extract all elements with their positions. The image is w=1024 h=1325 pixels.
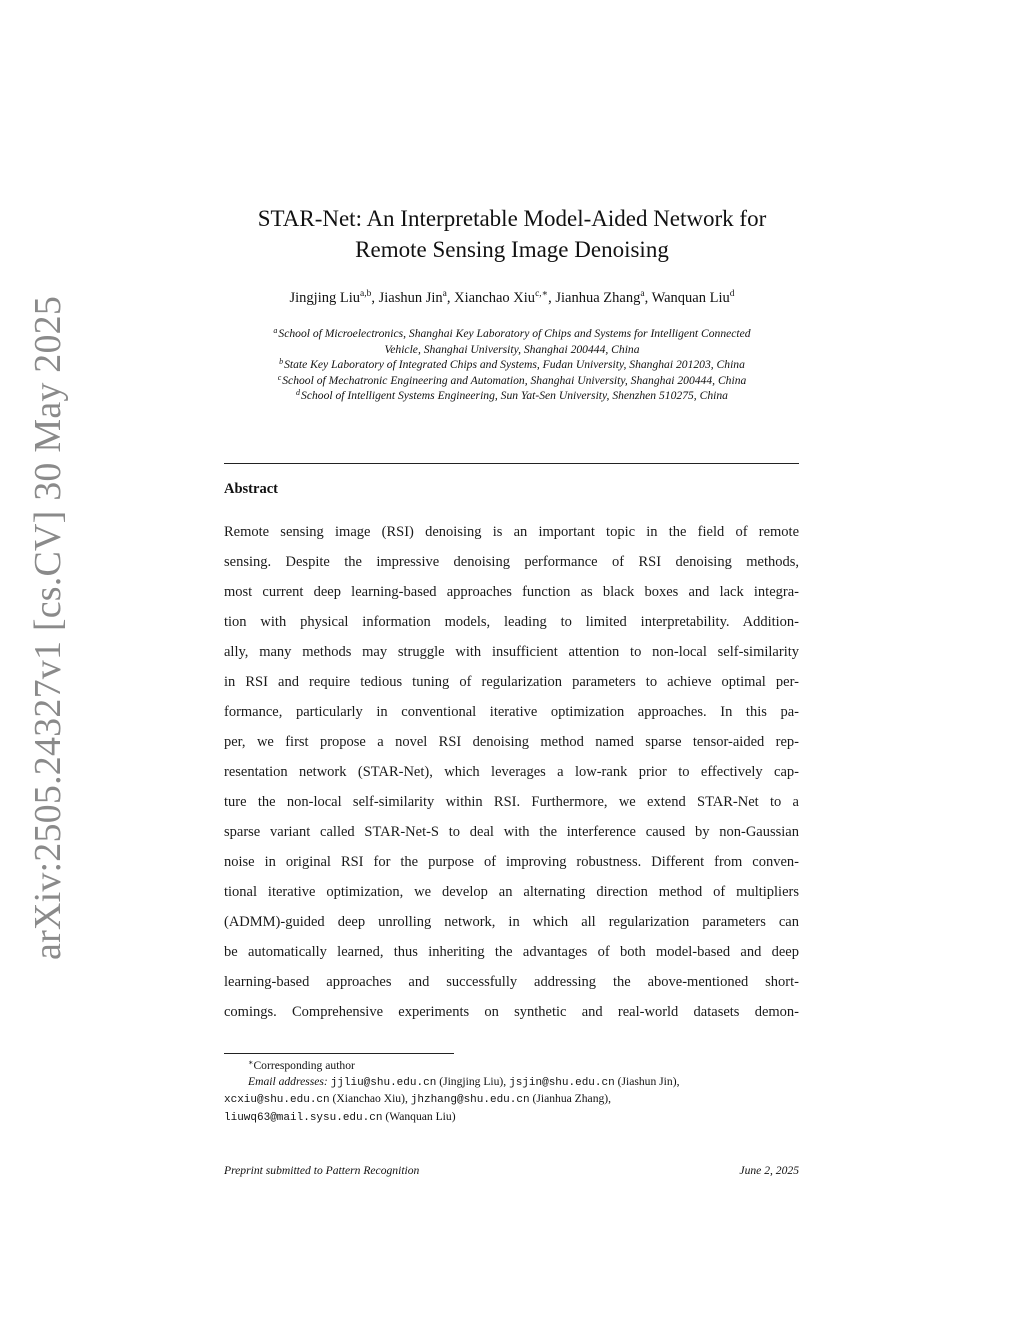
preprint-date: June 2, 2025: [739, 1164, 799, 1177]
footnotes: [224, 1058, 799, 1126]
email-link[interactable]: xcxiu@shu.edu.cn: [224, 1094, 330, 1107]
abstract-text: [224, 517, 799, 1027]
abstract-line: sensing. Despite the impressive denoising performance of RSI denoising methods,: [224, 554, 799, 570]
author: Xianchao Xiu$^{c,∗}$,: [454, 289, 556, 306]
author-list: [150, 290, 874, 307]
abstract-line: comings. Comprehensive experiments on synthetic and real-world datasets demon-: [224, 1004, 799, 1020]
author: Jiashun Jin$^a$,: [378, 289, 455, 306]
affiliation-line: Vehicle, Shanghai University, Shanghai 200444, China: [384, 342, 640, 356]
abstract-line: in RSI and require tedious tuning of regularization parameters to achieve optimal per-: [224, 674, 799, 690]
author: Wanquan Liu$^d$: [651, 289, 735, 306]
abstract-line: tional iterative optimization, we develop an alternating direction method of multipliers: [224, 884, 799, 900]
abstract-line: sparse variant called STAR-Net-S to deal with the interference caused by non-Gaussian: [224, 824, 799, 840]
email-link[interactable]: jhzhang@shu.edu.cn: [410, 1094, 530, 1107]
email-link[interactable]: jjliu@shu.edu.cn: [330, 1076, 437, 1089]
header-divider: [224, 463, 799, 464]
abstract-line: ally, many methods may struggle with insufficient attention to non-local self-similarity: [224, 644, 799, 660]
email-link[interactable]: jsjin@shu.edu.cn: [509, 1076, 615, 1089]
abstract-line: tion with physical information models, leading to limited interpretability. Addition-: [224, 614, 799, 630]
affiliation-line: $^a$School of Microelectronics, Shanghai Key Laboratory of Chips and Systems for Intelligent Connected: [273, 326, 751, 340]
title-line-2: Remote Sensing Image Denoising: [355, 237, 669, 262]
affiliation-list: [140, 326, 884, 404]
abstract-line: Remote sensing image (RSI) denoising is an important topic in the field of remote: [224, 524, 799, 540]
corresponding-author-note: ∗Corresponding author: [248, 1058, 355, 1072]
abstract-heading: Abstract: [224, 481, 278, 497]
author: Jianhua Zhang$^a$,: [555, 289, 652, 306]
email-line: Email addresses: jjliu@shu.edu.cn (Jingjing Liu), jsjin@shu.edu.cn (Jiashun Jin),: [248, 1074, 680, 1089]
affiliation-line: $^b$State Key Laboratory of Integrated Chips and Systems, Fudan University, Shanghai 201203, China: [279, 357, 745, 372]
email-line: liuwq63@mail.sysu.edu.cn (Wanquan Liu): [224, 1109, 456, 1124]
abstract-line: per, we first propose a novel RSI denoising method named sparse tensor-aided rep-: [224, 734, 799, 750]
abstract-line: ture the non-local self-similarity within RSI. Furthermore, we extend STAR-Net to a: [224, 794, 799, 810]
abstract-line: formance, particularly in conventional iterative optimization approaches. In this pa-: [224, 704, 799, 720]
email-line: xcxiu@shu.edu.cn (Xianchao Xiu), jhzhang@shu.edu.cn (Jianhua Zhang),: [224, 1092, 612, 1107]
preprint-note: Preprint submitted to Pattern Recognition: [224, 1164, 420, 1177]
paper-title: [200, 203, 824, 265]
title-line-1: STAR-Net: An Interpretable Model-Aided Network for: [257, 206, 767, 231]
author: Jingjing Liu$^{a,b}$,: [289, 289, 379, 306]
abstract-line: resentation network (STAR-Net), which leverages a low-rank prior to effectively cap-: [224, 764, 799, 780]
footnote-divider: [224, 1053, 454, 1054]
abstract-line: be automatically learned, thus inheriting the advantages of both model-based and deep: [224, 944, 799, 960]
abstract-line: noise in original RSI for the purpose of improving robustness. Different from conven-: [224, 854, 799, 870]
arxiv-identifier-sidebar: arXiv:2505.24327v1 [cs.CV] 30 May 2025: [27, 295, 69, 960]
affiliation-line: $^d$School of Intelligent Systems Engineering, Sun Yat-Sen University, Shenzhen 510275, China: [296, 388, 728, 403]
abstract-line: most current deep learning-based approaches function as black boxes and lack integra-: [224, 584, 799, 600]
affiliation-line: $^c$School of Mechatronic Engineering and Automation, Shanghai University, Shanghai 200444, China: [277, 372, 747, 387]
abstract-line: learning-based approaches and successfully addressing the above-mentioned short-: [224, 974, 799, 990]
abstract-line: (ADMM)-guided deep unrolling network, in which all regularization parameters can: [224, 914, 799, 930]
email-link[interactable]: liuwq63@mail.sysu.edu.cn: [224, 1111, 383, 1124]
